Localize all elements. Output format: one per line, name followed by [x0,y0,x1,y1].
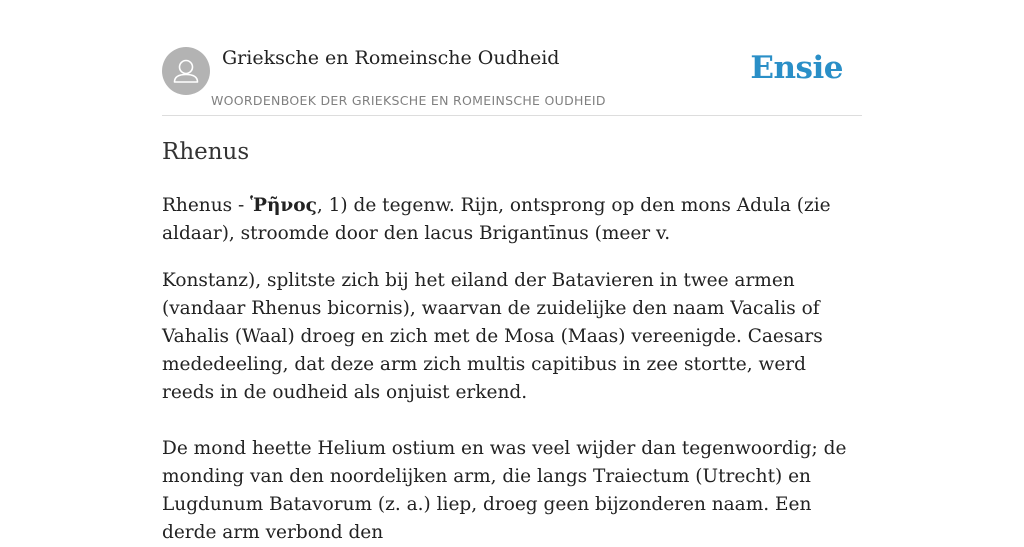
entry-paragraph [162,192,862,248]
entry-paragraph: De mond heette Helium ostium en was veel wijder dan tegenwoordig; de monding van den noordelijken arm, die langs Traiectum (Utrecht) en Lugdunum Batavorum (z. a.) liep, droeg geen bijzonderen naam. Een derde arm verbond den [162,438,847,543]
user-placeholder-icon [162,47,210,95]
brand-logo[interactable]: Ensie [750,50,843,86]
avatar[interactable] [162,47,210,95]
greek-term: Ῥῆνος [250,195,317,216]
entry-paragraph: Konstanz), splitste zich bij het eiland der Batavieren in twee armen (vandaar Rhenus bicornis), waarvan de zuidelijke den naam Vacalis of Vahalis (Waal) droeg en zich met de Mosa (Maas) vereenigde. Caesars mededeeling, dat deze arm zich multis capitibus in zee stortte, werd reeds in de oudheid als onjuist erkend. [162,270,823,403]
entry-content [162,192,862,547]
book-title[interactable]: Grieksche en Romeinsche Oudheid [222,47,560,69]
page-title: Rhenus [162,139,250,165]
entry-lead: Rhenus - [162,195,251,216]
entry-text: , 1) de tegenw. Rijn, ontsprong op den mons Adula (zie aldaar), stroomde door den lacus Brigantīnus (meer v. [162,195,831,244]
header-divider [162,115,862,116]
book-subtitle: WOORDENBOEK DER GRIEKSCHE EN ROMEINSCHE OUDHEID [211,93,606,108]
header [162,46,862,116]
